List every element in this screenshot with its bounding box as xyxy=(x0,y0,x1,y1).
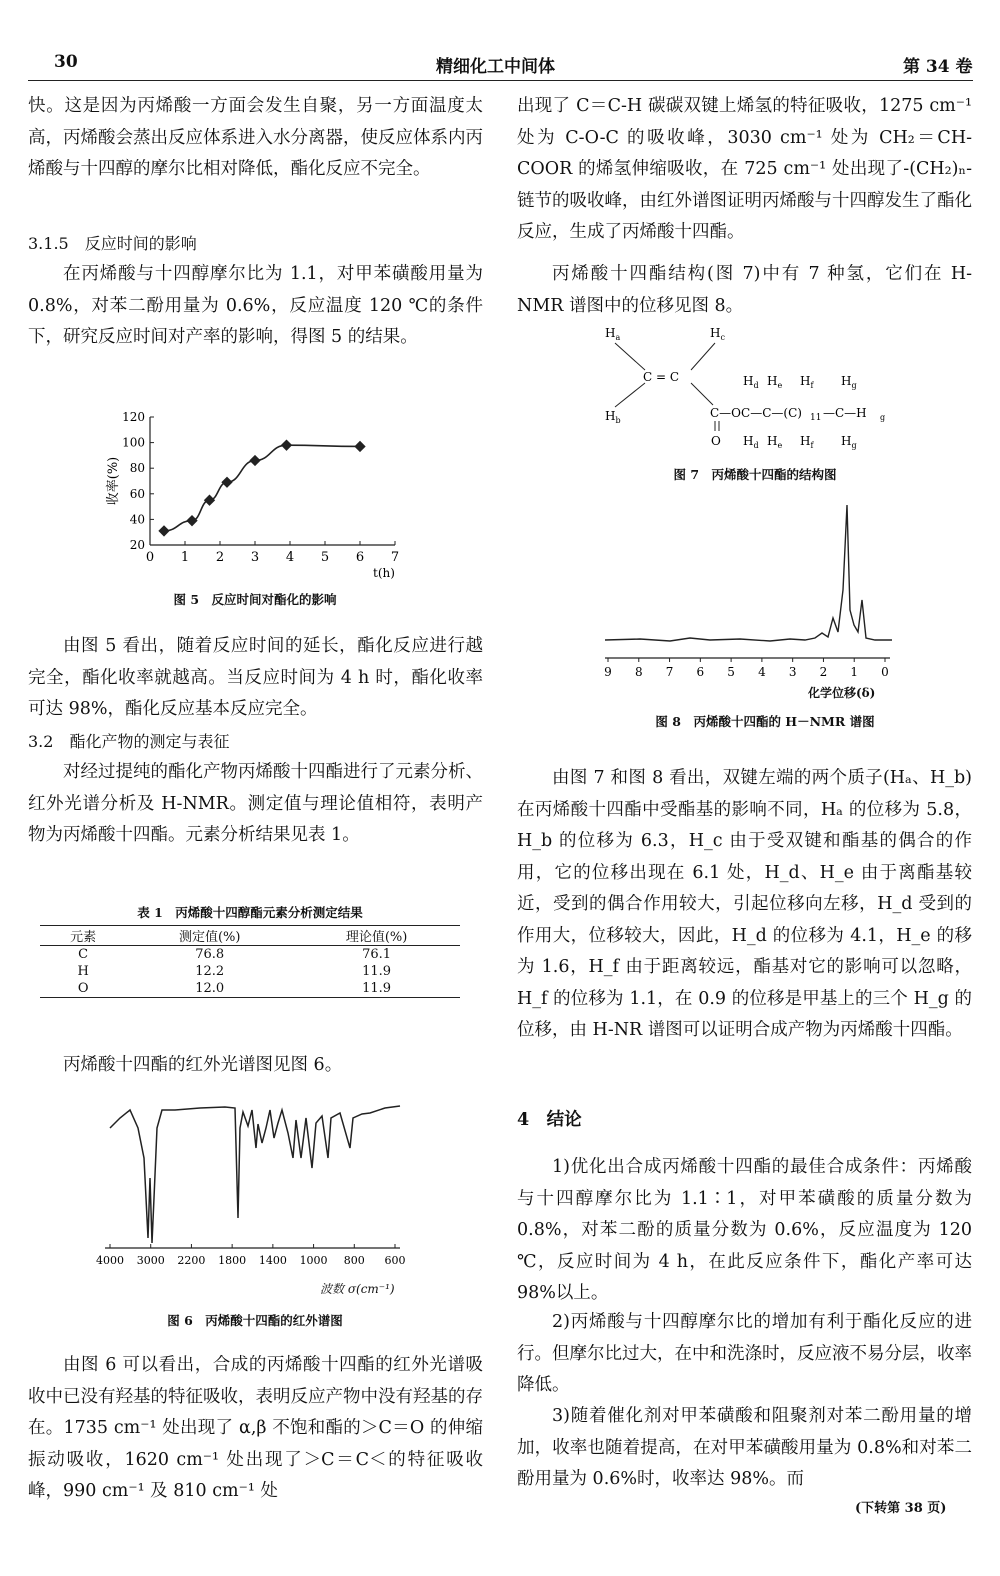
y-tick-label: 100 xyxy=(122,435,145,450)
page-number: 30 xyxy=(54,52,78,72)
nmr-x-tick-label: 5 xyxy=(727,665,735,679)
right-para-1: 出现了 C＝C-H 碳碳双键上烯氢的特征吸收，1275 cm⁻¹ 处为 C-O-C 的吸收峰，3030 cm⁻¹ 处为 CH₂＝CH-COOR 的烯氢伸缩吸收，在 725 cm⁻¹ 处出现了-(CH₂)ₙ-链节的吸收峰，由红外谱图证明丙烯酸与十四醇发生了酯化反应，生成了丙烯酸十四酯。 xyxy=(517,96,972,242)
svg-text:g: g xyxy=(880,413,886,422)
table-row: C 76.8 76.1 xyxy=(78,947,392,962)
right-para-2: 丙烯酸十四酯结构(图 7)中有 7 种氢，它们在 H-NMR 谱图中的位移见图 8。 xyxy=(517,264,972,316)
ir-x-tick-label: 800 xyxy=(343,1254,365,1267)
left-para-5: 丙烯酸十四酯的红外光谱图见图 6。 xyxy=(63,1055,343,1075)
svg-text:He: $H_e$ xyxy=(767,374,783,390)
ir-trace xyxy=(110,1106,400,1243)
nmr-x-tick-label: 3 xyxy=(788,665,797,679)
volume-label: 第 34 卷 xyxy=(903,57,973,77)
ir-x-tick-label: 4000 xyxy=(96,1254,124,1267)
x-tick-label: 7 xyxy=(390,550,400,565)
continued-note: (下转第 38 页) xyxy=(855,1501,947,1516)
left-para-6: 由图 6 可以看出，合成的丙烯酸十四酯的红外光谱吸收中已没有羟基的特征吸收，表明反应产物中没有羟基的存在。1735 cm⁻¹ 处出现了 α,β 不饱和酯的＞C＝O 的伸缩振动吸收，1620 cm⁻¹ 处出现了＞C＝C＜的特征吸收峰，990 cm⁻¹ 及 810 cm⁻¹ 处 xyxy=(28,1355,483,1501)
right-para-3: 由图 7 和图 8 看出，双键左端的两个质子(Hₐ、H_b)在丙烯酸十四酯中受酯基的影响不同，Hₐ 的位移为 5.8，H_b 的位移为 6.3，H_c 由于受双键和酯基的偶合的作用，它的位移出现在 6.1 处，H_d、H_e 由于离酯基较近，受到的偶合作用较大，引起位移向左移，H_d 受到的作用大，位移较大，因此，H_d 的位移为 4.1，H_e 的移为 1.6，H_f 由于距离较远，酯基对它的影响可以忽略，H_f 的位移为 1.1，在 0.9 的位移是甲基上的三个 H_g 的位移，由 H-NR 谱图可以证明合成产物为丙烯酸十四酯。 xyxy=(517,768,972,1040)
svg-text:O: O xyxy=(711,434,721,448)
svg-text:Hd: $H_d$ xyxy=(743,374,759,390)
svg-text:Hc: $H_c$ xyxy=(710,326,725,342)
nmr-x-tick-label: 6 xyxy=(696,665,705,679)
ir-x-tick-label: 1800 xyxy=(218,1254,247,1267)
conclusion-2: 2)丙烯酸与十四醇摩尔比的增加有利于酯化反应的进行。但摩尔比过大，在中和洗涤时，反应液不易分层，收率降低。 xyxy=(517,1312,972,1395)
data-point xyxy=(186,515,197,526)
nmr-x-tick-label: 9 xyxy=(604,665,612,679)
header-rule xyxy=(28,80,973,81)
left-para-3: 由图 5 看出，随着反应时间的延长，酯化反应进行越完全，酯化收率就越高。当反应时间为 4 h 时，酯化收率可达 98%，酯化反应基本反应完全。 xyxy=(28,636,483,719)
ir-x-tick-label: 1000 xyxy=(299,1254,328,1267)
nmr-x-tick-label: 1 xyxy=(850,665,859,679)
section-3-1-5: 3.1.5 反应时间的影响 xyxy=(28,234,197,253)
y-axis-label: 收率(%) xyxy=(106,456,121,506)
svg-text:11: 11 xyxy=(810,413,822,423)
nmr-x-tick-label: 2 xyxy=(819,665,828,679)
data-point xyxy=(158,525,169,536)
table1-caption: 表 1 丙烯酸十四醇酯元素分析测定结果 xyxy=(137,905,363,920)
fig6-xlabel: 波数 σ(cm⁻¹) xyxy=(320,1282,395,1296)
nmr-trace xyxy=(605,505,892,641)
fig5-chart xyxy=(95,405,415,590)
fig8-caption: 图 8 丙烯酸十四酯的 H－NMR 谱图 xyxy=(655,714,875,729)
svg-text:C = C: C = C xyxy=(643,370,680,384)
x-tick-label: 6 xyxy=(355,550,365,565)
section-3-2: 3.2 酯化产物的测定与表征 xyxy=(28,732,230,751)
table1-header: 元素 xyxy=(70,930,97,945)
fig8-nmr-spectrum xyxy=(600,500,900,685)
data-point xyxy=(281,440,292,451)
conclusion-3: 3)随着催化剂对甲苯磺酸和阻聚剂对苯二酚用量的增加，收率也随着提高，在对甲苯磺酸用量为 0.8%和对苯二酚用量为 0.6%时，收率达 98%。而 xyxy=(517,1406,972,1489)
y-tick-label: 80 xyxy=(129,461,145,476)
table-row: O 12.0 11.9 xyxy=(77,981,392,996)
journal-title: 精细化工中间体 xyxy=(436,57,555,77)
svg-text:Hd: $H_d$ xyxy=(743,434,759,450)
data-point xyxy=(221,477,232,488)
fig5-plot xyxy=(105,410,399,580)
left-para-4: 对经过提纯的酯化产物丙烯酸十四酯进行了元素分析、红外光谱分析及 H-NMR。测定值与理论值相符，表明产物为丙烯酸十四酯。元素分析结果见表 1。 xyxy=(28,762,483,845)
ir-x-tick-label: 2200 xyxy=(177,1254,206,1267)
data-point xyxy=(249,455,260,466)
data-point xyxy=(354,441,365,452)
ir-x-tick-label: 1400 xyxy=(258,1254,287,1267)
fig7-structure xyxy=(595,325,915,460)
nmr-x-tick-label: 7 xyxy=(665,665,674,679)
svg-text:He: $H_e$ xyxy=(767,434,783,450)
fig6-ir-spectrum xyxy=(96,1098,410,1267)
y-tick-label: 40 xyxy=(129,512,145,527)
fig6-caption: 图 6 丙烯酸十四酯的红外谱图 xyxy=(167,1313,343,1328)
nmr-x-tick-label: 4 xyxy=(758,665,766,679)
section-4: 4 结论 xyxy=(517,1110,582,1130)
y-tick-label: 60 xyxy=(129,486,145,501)
left-para-2: 在丙烯酸与十四醇摩尔比为 1.1，对甲苯磺酸用量为 0.8%，对苯二酚用量为 0.6%，反应温度 120 ℃的条件下，研究反应时间对产率的影响，得图 5 的结果。 xyxy=(28,264,483,347)
svg-text:Hf: $H_f$ xyxy=(800,374,814,390)
x-tick-label: 2 xyxy=(215,550,225,565)
fig5-caption: 图 5 反应时间对酯化的影响 xyxy=(173,592,337,607)
data-point xyxy=(204,495,215,506)
svg-text:Hb: $H_b$ xyxy=(605,409,621,425)
table1-header: 理论值(%) xyxy=(345,930,408,945)
svg-text:Hg: $H_g$ xyxy=(841,374,857,390)
x-tick-label: 0 xyxy=(145,550,155,565)
table-row: H 12.2 11.9 xyxy=(77,964,392,979)
nmr-x-tick-label: 8 xyxy=(634,665,643,679)
x-tick-label: 3 xyxy=(250,550,260,565)
fig8-xlabel: 化学位移(δ) xyxy=(808,686,876,700)
svg-text:—C—H: —C—H xyxy=(823,406,867,420)
svg-text:C—OC—C—(C): C—OC—C—(C) xyxy=(710,406,802,420)
svg-text:Hf: $H_f$ xyxy=(800,434,814,450)
nmr-x-tick-label: 0 xyxy=(881,665,889,679)
ir-x-tick-label: 600 xyxy=(384,1254,406,1267)
x-axis-label: t(h) xyxy=(373,566,395,580)
fig7-caption: 图 7 丙烯酸十四酯的结构图 xyxy=(673,467,837,482)
svg-text:Hg: $H_g$ xyxy=(841,434,857,450)
x-tick-label: 5 xyxy=(320,550,330,565)
table1 xyxy=(40,925,460,998)
y-tick-label: 120 xyxy=(122,410,145,424)
ir-x-tick-label: 3000 xyxy=(136,1254,165,1267)
x-tick-label: 4 xyxy=(285,550,295,565)
conclusion-1: 1)优化出合成丙烯酸十四酯的最佳合成条件：丙烯酸与十四醇摩尔比为 1.1∶1，对甲苯磺酸的质量分数为 0.8%，对苯二酚的质量分数为 0.6%，反应温度为 120 ℃，反应时间为 4 h，在此反应条件下，酯化产率可达 98%以上。 xyxy=(517,1157,972,1303)
y-tick-label: 20 xyxy=(129,538,145,552)
left-para-1: 快。这是因为丙烯酸一方面会发生自聚，另一方面温度太高，丙烯酸会蒸出反应体系进入水分离器，使反应体系内丙烯酸与十四醇的摩尔比相对降低，酯化反应不完全。 xyxy=(28,96,483,179)
x-tick-label: 1 xyxy=(180,550,190,565)
table1-header: 测定值(%) xyxy=(178,930,241,945)
svg-text:Ha: $H_a$ xyxy=(605,326,621,342)
